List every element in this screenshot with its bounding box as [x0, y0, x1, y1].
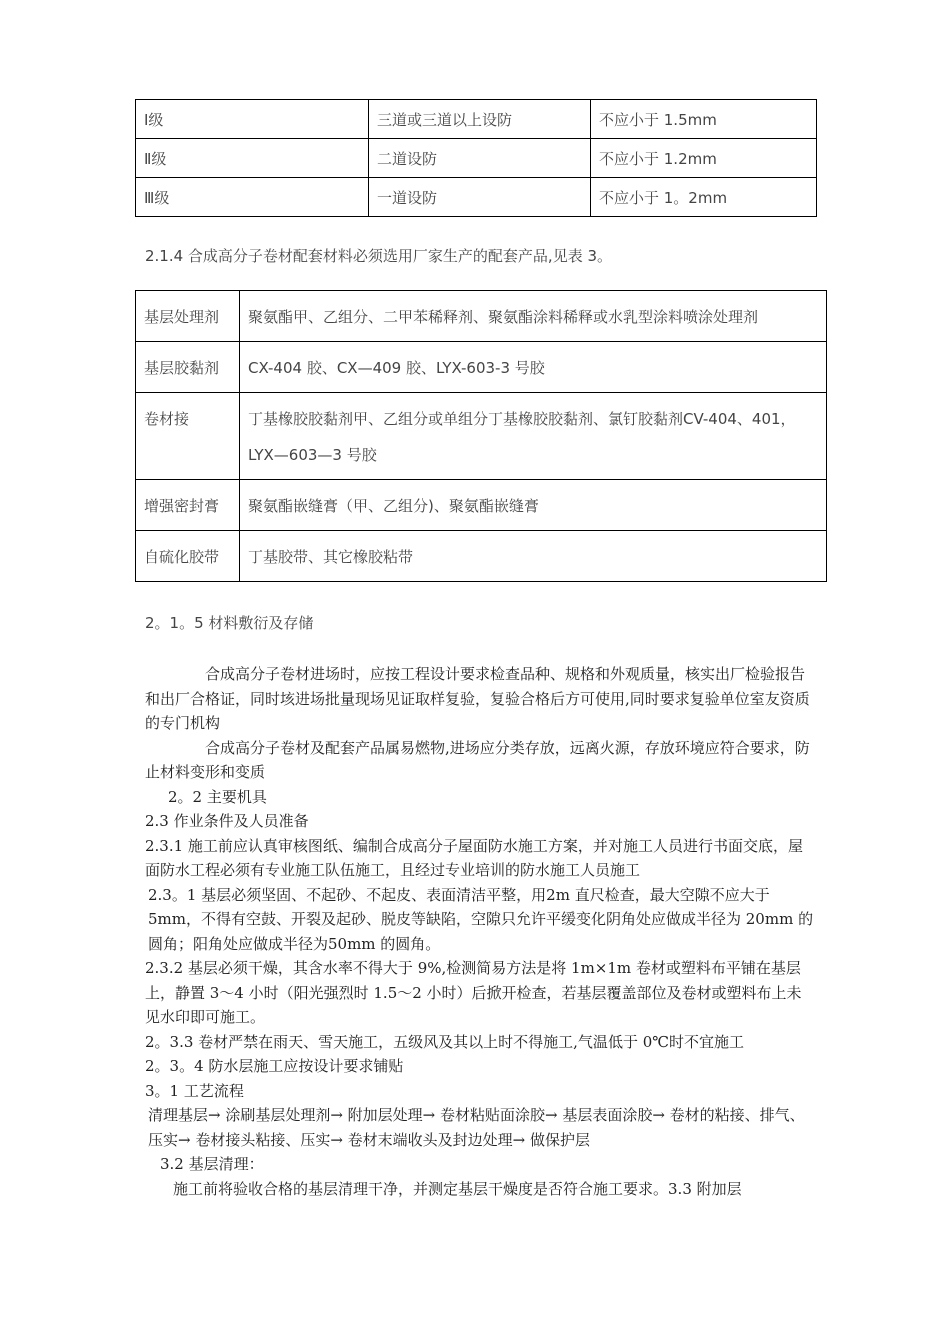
- material-desc-cell: 丁基胶带、其它橡胶粘带: [240, 531, 827, 582]
- defense-cell: 二道设防: [369, 139, 591, 178]
- table-row: [136, 480, 827, 531]
- material-desc-cell: CX-404 胶、CX—409 胶、LYX-603-3 号胶: [240, 342, 827, 393]
- table-row: [136, 291, 827, 342]
- section-heading: 2。2 主要机具: [168, 787, 267, 806]
- section-214-heading: 2.1.4 合成高分子卷材配套材料必须选用厂家生产的配套产品,见表 3。: [145, 247, 613, 265]
- material-name-cell: 基层胶黏剂: [136, 342, 240, 393]
- table-row: [136, 139, 817, 178]
- paragraph: 2。3.3 卷材严禁在雨天、雪天施工，五级风及其以上时不得施工,气温低于 0℃时不宜施工: [145, 1032, 745, 1051]
- defense-cell: 一道设防: [369, 178, 591, 217]
- supporting-materials-table: [135, 290, 827, 582]
- table-row: [136, 342, 827, 393]
- table-row: [136, 393, 827, 480]
- section-heading: 3。1 工艺流程: [145, 1081, 244, 1100]
- table-row: [136, 178, 817, 217]
- thickness-cell: 不应小于 1.5mm: [591, 100, 817, 139]
- material-name-cell: 基层处理剂: [136, 291, 240, 342]
- table-row: [136, 531, 827, 582]
- defense-cell: 三道或三道以上设防: [369, 100, 591, 139]
- section-heading: 2.3 作业条件及人员准备: [145, 812, 309, 830]
- section-215-heading: 2。1。5 材料敷衍及存储: [145, 614, 314, 632]
- body-text: [145, 662, 815, 1201]
- paragraph: 施工前将验收合格的基层清理干净，并测定基层干燥度是否符合施工要求。3.3 附加层: [173, 1179, 742, 1198]
- section-heading: 3.2 基层清理：: [160, 1155, 264, 1173]
- thickness-cell: 不应小于 1.2mm: [591, 139, 817, 178]
- paragraph: 2.3.2 基层必须干燥，其含水率不得大于 9%,检测简易方法是将 1m×1m 卷材或塑料布平铺在基层上，静置 3～4 小时（阳光强烈时 1.5～2 小时）后掀开检查，若基层覆盖部位及卷材或塑料布上未见水印即可施工。: [145, 959, 802, 1026]
- material-name-cell: 卷材接: [136, 393, 240, 480]
- material-desc-cell: 聚氨酯甲、乙组分、二甲苯稀释剂、聚氨酯涂料稀释或水乳型涂料喷涂处理剂: [240, 291, 827, 342]
- paragraph: 合成高分子卷材及配套产品属易燃物,进场应分类存放，远离火源，存放环境应符合要求，防止材料变形和变质: [145, 738, 810, 781]
- paragraph: 2.3.1 施工前应认真审核图纸、编制合成高分子屋面防水施工方案，并对施工人员进行书面交底，屋面防水工程必须有专业施工队伍施工，且经过专业培训的防水施工人员施工: [145, 836, 803, 879]
- process-flow: 清理基层→ 涂刷基层处理剂→ 附加层处理→ 卷材粘贴面涂胶→ 基层表面涂胶→ 卷材的粘接、排气、压实→ 卷材接头粘接、压实→ 卷材末端收头及封边处理→ 做保护层: [148, 1106, 805, 1149]
- paragraph: 2.3。1 基层必须坚固、不起砂、不起皮、表面清洁平整，用2m 直尺检查，最大空隙不应大于 5mm，不得有空鼓、开裂及起砂、脱皮等缺陷，空隙只允许平缓变化阴角处应做成半径为 20mm 的圆角；阳角处应做成半径为50mm 的圆角。: [148, 885, 814, 953]
- material-name-cell: 增强密封膏: [136, 480, 240, 531]
- grade-cell: Ⅰ级: [136, 100, 369, 139]
- table-row: [136, 100, 817, 139]
- grade-cell: Ⅲ级: [136, 178, 369, 217]
- material-name-cell: 自硫化胶带: [136, 531, 240, 582]
- material-desc-cell: 聚氨酯嵌缝膏（甲、乙组分)、聚氨酯嵌缝膏: [240, 480, 827, 531]
- paragraph: 合成高分子卷材进场时，应按工程设计要求检查品种、规格和外观质量，核实出厂检验报告和出厂合格证，同时垓进场批量现场见证取样复验，复验合格后方可使用,同时要求复验单位室友资质的专门机构: [145, 665, 810, 732]
- grade-cell: Ⅱ级: [136, 139, 369, 178]
- waterproof-grade-table: [135, 99, 817, 217]
- material-desc-cell: 丁基橡胶胶黏剂甲、乙组分或单组分丁基橡胶胶黏剂、氯钉胶黏剂CV-404、401，LYX—603—3 号胶: [240, 393, 827, 480]
- section-heading: 2。3。4 防水层施工应按设计要求铺贴: [145, 1057, 404, 1075]
- thickness-cell: 不应小于 1。2mm: [591, 178, 817, 217]
